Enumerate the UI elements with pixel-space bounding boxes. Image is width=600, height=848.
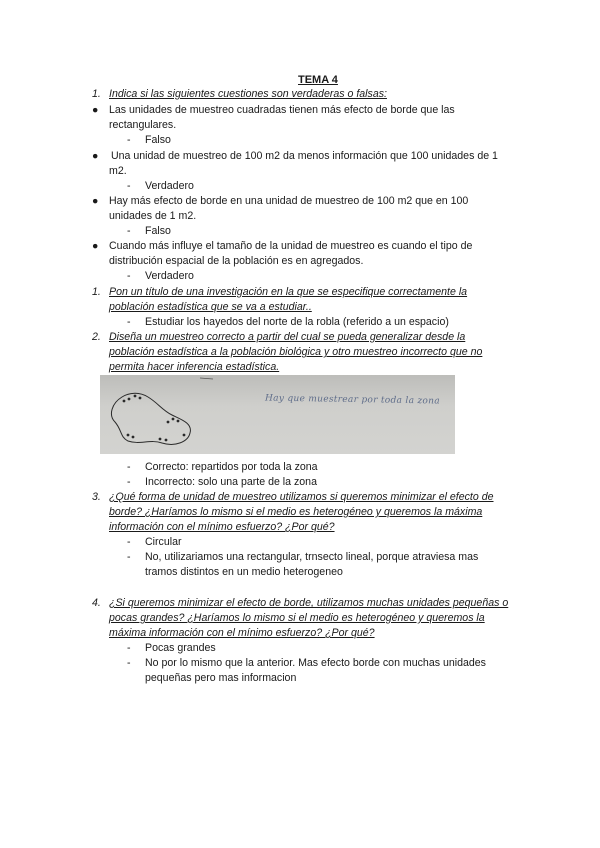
answer-text: Incorrecto: solo una parte de la zona bbox=[145, 476, 317, 488]
answer-text: Falso bbox=[145, 225, 171, 237]
question-number: 1. bbox=[92, 286, 101, 298]
answer-text: tramos distintos en un medio heterogeneo bbox=[145, 566, 343, 578]
dash-icon: - bbox=[127, 461, 131, 473]
answer-text: pequeñas pero mas informacion bbox=[145, 672, 297, 684]
handwritten-note: Hay que muestrear por toda la zona bbox=[264, 393, 441, 407]
scribble-mark bbox=[200, 378, 213, 379]
page-title: TEMA 4 bbox=[298, 74, 338, 86]
sketch-photo bbox=[100, 375, 455, 454]
statement-text: unidades de 1 m2. bbox=[109, 210, 197, 222]
question-text: información con el mínimo esfuerzo? ¿Por qué? bbox=[109, 521, 335, 533]
statement-text: m2. bbox=[109, 165, 127, 177]
question-text: Diseña un muestreo correcto a partir del cual se pueda generalizar desde la bbox=[109, 331, 466, 343]
question-text: Pon un título de una investigación en la que se especifique correctamente la bbox=[109, 286, 468, 298]
dash-icon: - bbox=[127, 536, 131, 548]
question-text: ¿Qué forma de unidad de muestreo utilizamos si queremos minimizar el efecto de bbox=[109, 491, 494, 503]
sampling-sketch bbox=[100, 375, 455, 454]
statement-text: Las unidades de muestreo cuadradas tienen más efecto de borde que las bbox=[109, 104, 455, 116]
answer-text: Estudiar los hayedos del norte de la robla (referido a un espacio) bbox=[145, 316, 449, 328]
answer-text: No por lo mismo que la anterior. Mas efecto borde con muchas unidades bbox=[145, 657, 486, 669]
question-number: 1. bbox=[92, 88, 101, 100]
bullet-icon: ● bbox=[92, 104, 99, 116]
statement-text: Cuando más influye el tamaño de la unidad de muestreo es cuando el tipo de bbox=[109, 240, 473, 252]
question-text: máxima información con el mínimo esfuerzo? ¿Por qué? bbox=[109, 627, 375, 639]
dash-icon: - bbox=[127, 551, 131, 563]
dash-icon: - bbox=[127, 180, 131, 192]
dash-icon: - bbox=[127, 642, 131, 654]
statement-text: Una unidad de muestreo de 100 m2 da menos información que 100 unidades de 1 bbox=[111, 150, 498, 162]
answer-text: Verdadero bbox=[145, 180, 194, 192]
dash-icon: - bbox=[127, 476, 131, 488]
dash-icon: - bbox=[127, 134, 131, 146]
bullet-icon: ● bbox=[92, 150, 99, 162]
bullet-icon: ● bbox=[92, 240, 99, 252]
answer-text: No, utilizariamos una rectangular, trnsecto lineal, porque atraviesa mas bbox=[145, 551, 479, 563]
bullet-icon: ● bbox=[92, 195, 99, 207]
question-number: 4. bbox=[92, 597, 101, 609]
statement-text: Hay más efecto de borde en una unidad de muestreo de 100 m2 que en 100 bbox=[109, 195, 469, 207]
question-text: población estadística que se va a estudiar.. bbox=[109, 301, 312, 313]
answer-text: Pocas grandes bbox=[145, 642, 216, 654]
answer-text: Verdadero bbox=[145, 270, 194, 282]
question-number: 3. bbox=[92, 491, 101, 503]
answer-text: Falso bbox=[145, 134, 171, 146]
question-text: población estadística a la población biológica y otro muestreo incorrecto que no bbox=[109, 346, 483, 358]
question-text: Indica si las siguientes cuestiones son verdaderas o falsas: bbox=[109, 88, 387, 100]
question-number: 2. bbox=[92, 331, 101, 343]
dash-icon: - bbox=[127, 225, 131, 237]
answer-text: Circular bbox=[145, 536, 182, 548]
question-text: borde? ¿Haríamos lo mismo si el medio es heterogéneo y queremos la máxima bbox=[109, 506, 483, 518]
statement-text: rectangulares. bbox=[109, 119, 177, 131]
statement-text: distribución espacial de la población es en agregados. bbox=[109, 255, 364, 267]
answer-text: Correcto: repartidos por toda la zona bbox=[145, 461, 318, 473]
question-text: permita hacer inferencia estadística. bbox=[109, 361, 280, 373]
question-text: pocas grandes? ¿Haríamos lo mismo si el medio es heterogéneo y queremos la bbox=[109, 612, 485, 624]
dash-icon: - bbox=[127, 657, 131, 669]
dash-icon: - bbox=[127, 270, 131, 282]
dash-icon: - bbox=[127, 316, 131, 328]
question-text: ¿Si queremos minimizar el efecto de borde, utilizamos muchas unidades pequeñas o bbox=[109, 597, 509, 609]
